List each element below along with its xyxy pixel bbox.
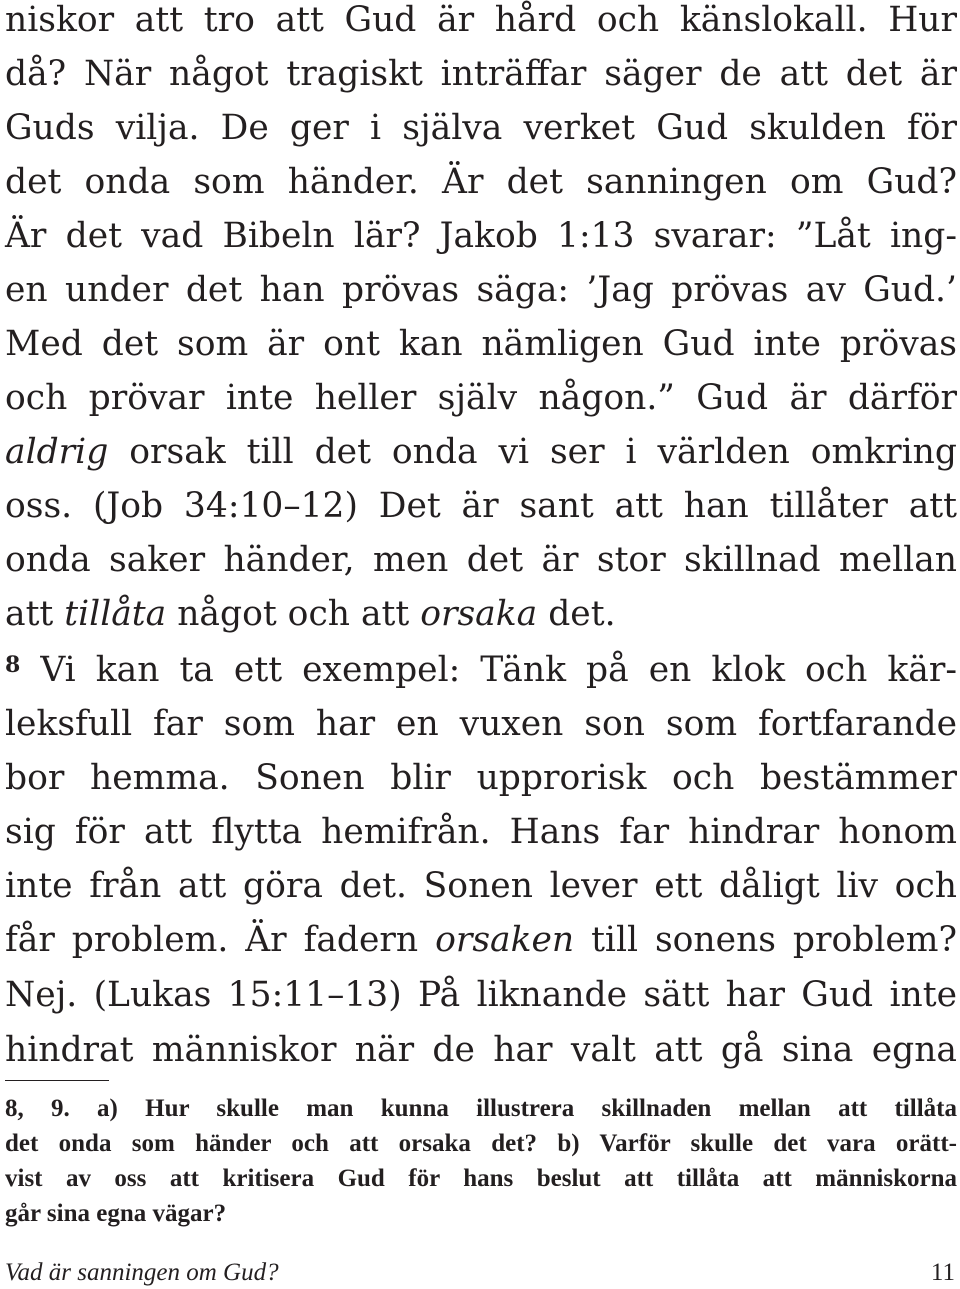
- body-line-text: till sonens problem?: [574, 920, 958, 960]
- paragraph-number: 8: [5, 652, 21, 678]
- body-line: niskor att tro att Gud är hård och känslokall. Hur: [5, 0, 957, 40]
- body-line: det onda som händer. Är det sanningen om Gud?: [5, 162, 957, 202]
- body-line: leksfull far som har en vuxen son som fortfarande: [5, 704, 957, 744]
- body-line: Med det som är ont kan nämligen Gud inte prövas: [5, 324, 957, 364]
- page-number: 11: [930, 1259, 955, 1286]
- body-line-text: Vi kan ta ett exempel: Tänk på en klok och kär-: [20, 650, 957, 690]
- body-line: då? När något tragiskt inträffar säger de att det är: [5, 54, 957, 94]
- body-line-text: att: [5, 594, 65, 634]
- body-line: oss. (Job 34:10–12) Det är sant att han tillåter att: [5, 486, 957, 526]
- body-line: Guds vilja. De ger i själva verket Gud skulden för: [5, 108, 957, 148]
- body-line-text: får problem. Är fadern: [5, 920, 436, 960]
- study-question-line: 8, 9. a) Hur skulle man kunna illustrera skillnaden mellan att tillåta: [5, 1095, 957, 1122]
- body-line: Är det vad Bibeln lär? Jakob 1:13 svarar: ”Låt ing-: [5, 216, 957, 256]
- body-line: [5, 432, 957, 472]
- emphasis-orsaka: orsaka: [420, 594, 538, 634]
- paragraph-start-line: [5, 650, 957, 690]
- study-question-line: det onda som händer och att orsaka det? b) Varför skulle det vara orätt-: [5, 1130, 957, 1157]
- footnote-divider: [5, 1080, 109, 1081]
- body-line-text: något och att: [166, 594, 421, 634]
- body-line: [5, 594, 957, 634]
- study-question-line: går sina egna vägar?: [5, 1200, 227, 1227]
- body-line: [5, 920, 957, 960]
- emphasis-tillata: tillåta: [64, 594, 167, 634]
- body-line-text: det.: [537, 594, 616, 634]
- emphasis-aldrig: aldrig: [5, 432, 109, 472]
- body-line: Nej. (Lukas 15:11–13) På liknande sätt har Gud inte: [5, 975, 957, 1015]
- body-line: onda saker händer, men det är stor skillnad mellan: [5, 540, 957, 580]
- body-line: inte från att göra det. Sonen lever ett dåligt liv och: [5, 866, 957, 906]
- body-line-text: orsak till det onda vi ser i världen omkring: [108, 432, 957, 472]
- study-question-line: vist av oss att kritisera Gud för hans beslut att tillåta att människorna: [5, 1165, 957, 1192]
- body-line: och prövar inte heller själv någon.” Gud är därför: [5, 378, 957, 418]
- body-line: en under det han prövas säga: ’Jag prövas av Gud.’: [5, 270, 957, 310]
- body-line: sig för att flytta hemifrån. Hans far hindrar honom: [5, 812, 957, 852]
- body-line: hindrat människor när de har valt att gå sina egna: [5, 1030, 957, 1070]
- body-line: bor hemma. Sonen blir upprorisk och bestämmer: [5, 758, 957, 798]
- emphasis-orsaken: orsaken: [435, 920, 575, 960]
- footer-title: Vad är sanningen om Gud?: [5, 1259, 279, 1286]
